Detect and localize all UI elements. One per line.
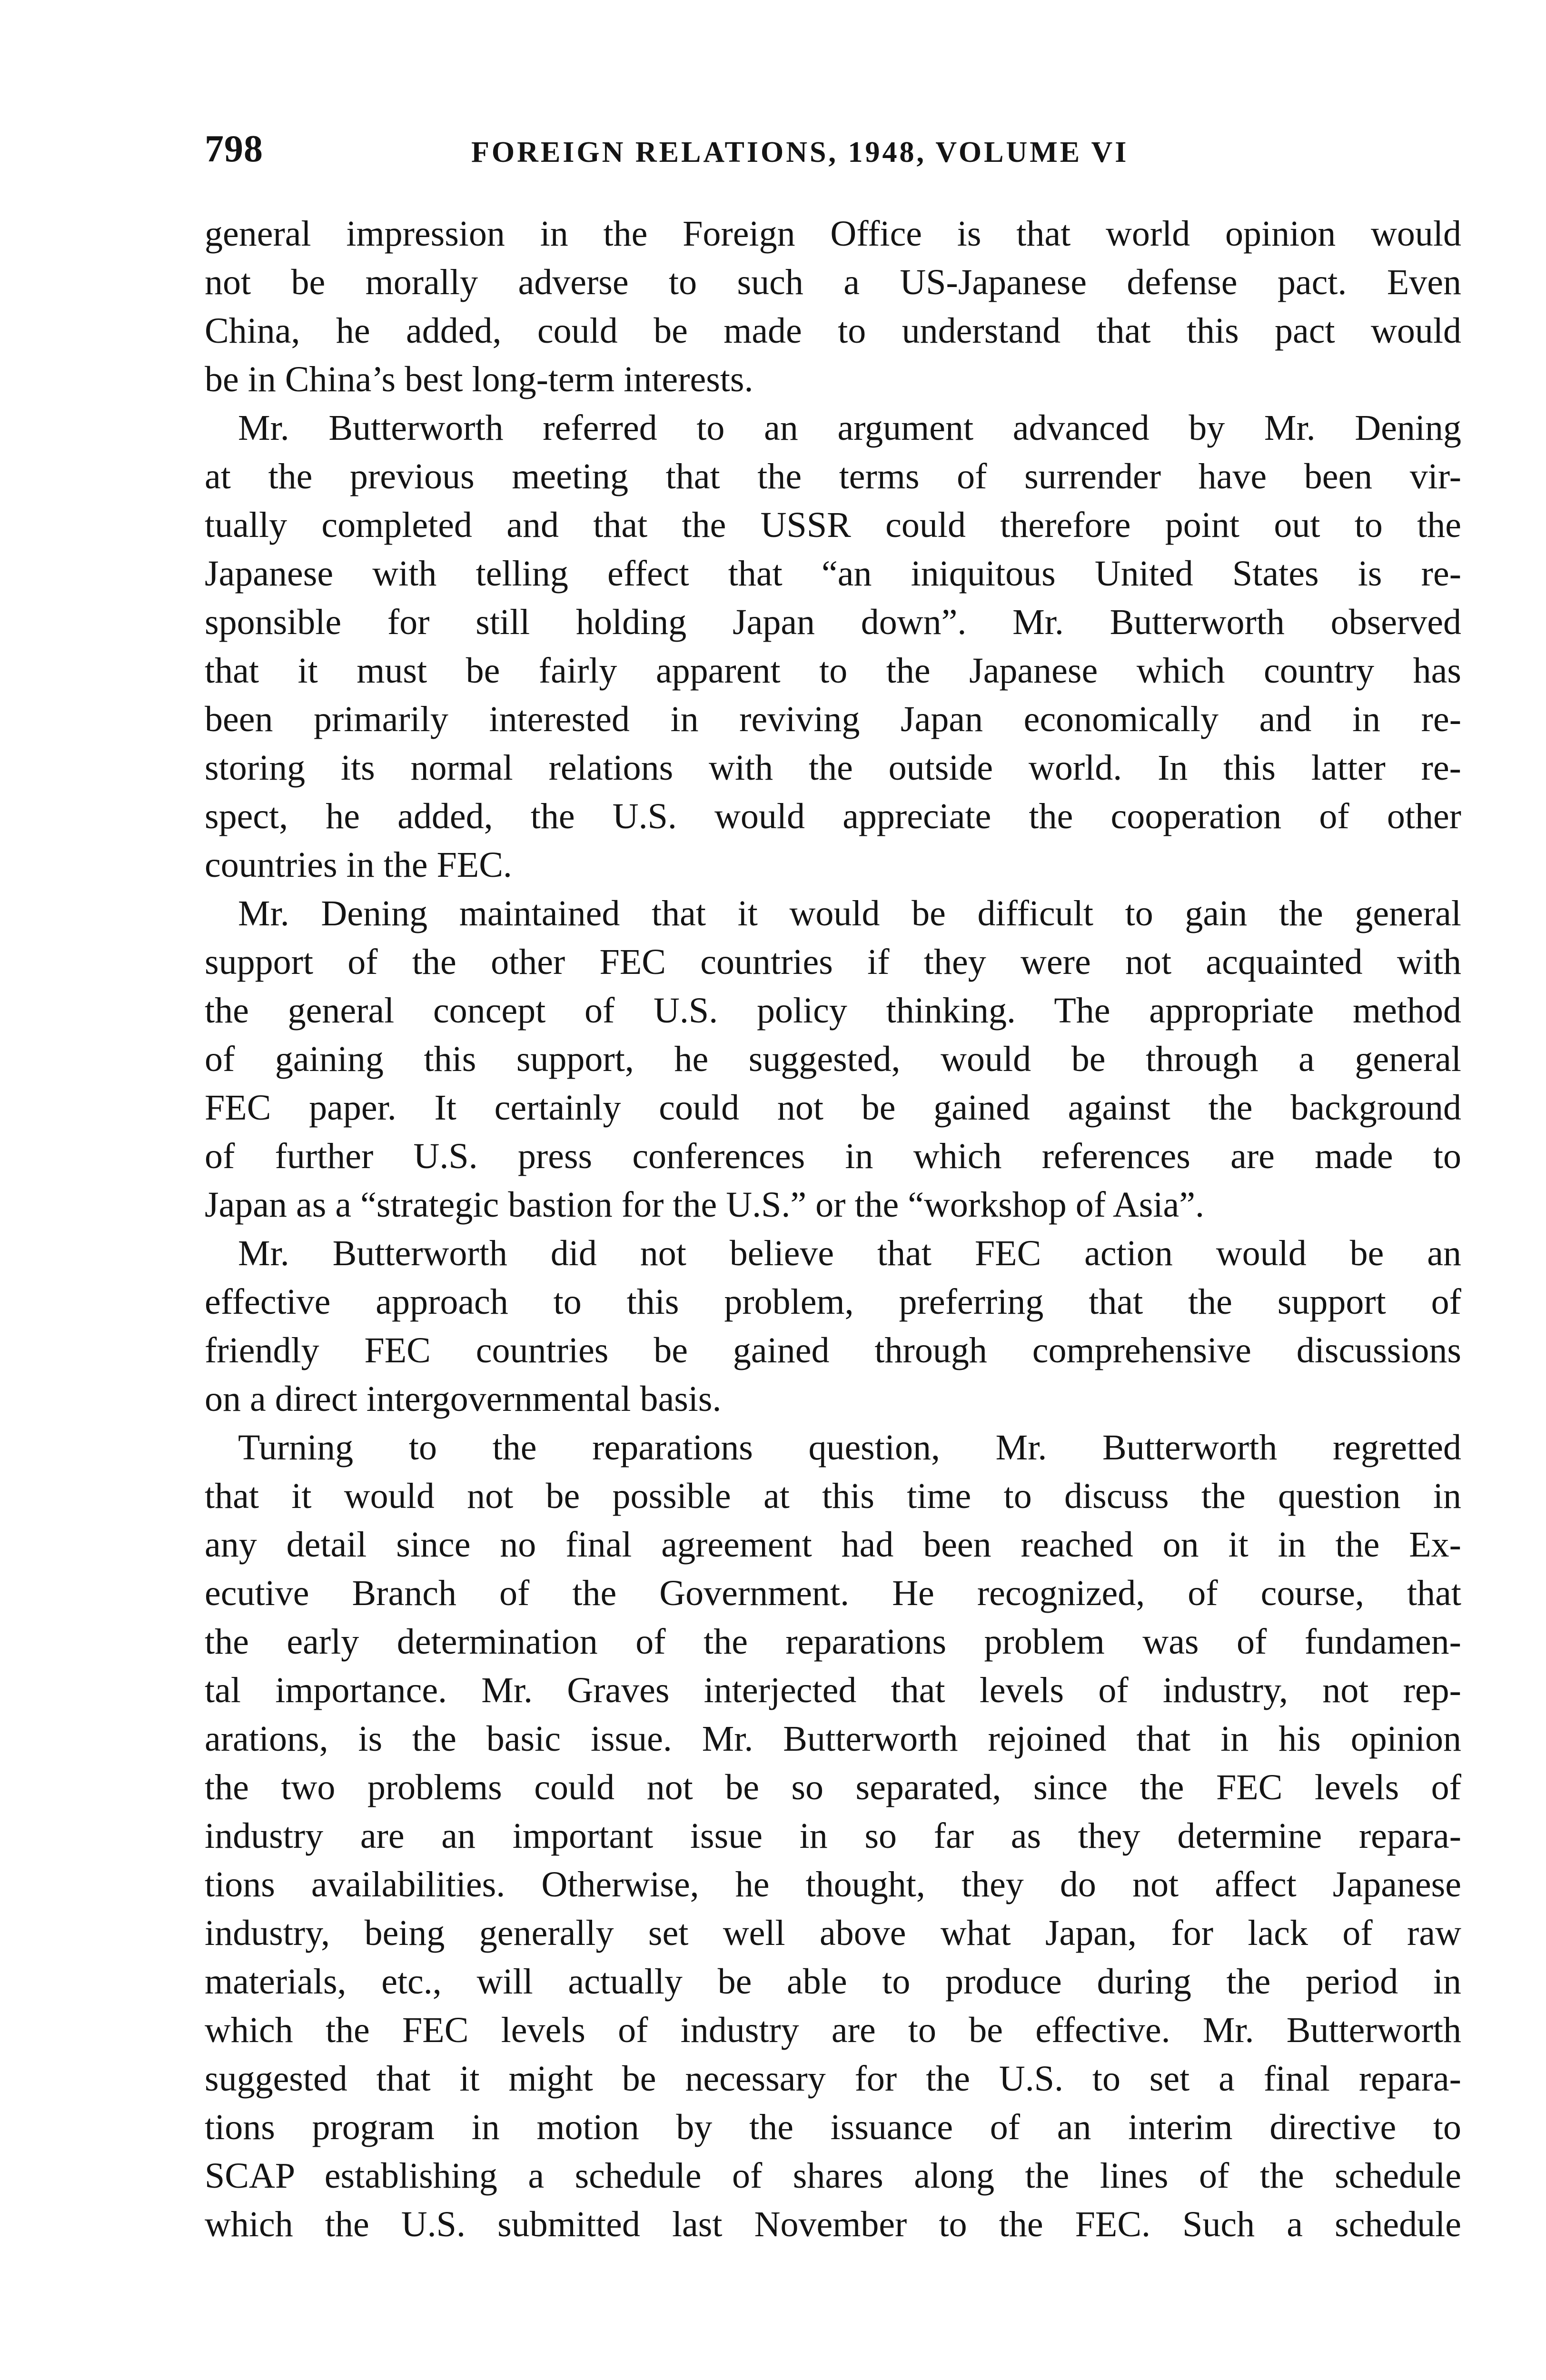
text-line: Mr. Butterworth referred to an argument advanced by Mr. Dening xyxy=(238,408,1461,448)
text-line: be in China’s best long-term interests. xyxy=(205,359,753,399)
body-text xyxy=(205,209,1461,2249)
text-line: any detail since no final agreement had been reached on it in the Ex- xyxy=(205,1525,1461,1565)
text-line: sponsible for still holding Japan down”. Mr. Butterworth observed xyxy=(205,602,1461,642)
text-line: SCAP establishing a schedule of shares along the lines of the schedule xyxy=(205,2156,1461,2196)
text-line: spect, he added, the U.S. would appreciate the cooperation of other xyxy=(205,796,1461,836)
text-line: tions availabilities. Otherwise, he thought, they do not affect Japanese xyxy=(205,1864,1461,1904)
text-line: tal importance. Mr. Graves interjected that levels of industry, not rep- xyxy=(205,1670,1461,1710)
text-line: that it must be fairly apparent to the Japanese which country has xyxy=(205,651,1461,691)
text-line: FEC paper. It certainly could not be gained against the background xyxy=(205,1088,1461,1128)
text-line: which the U.S. submitted last November to the FEC. Such a schedule xyxy=(205,2204,1461,2244)
text-line: industry, being generally set well above what Japan, for lack of raw xyxy=(205,1913,1461,1953)
text-line: tually completed and that the USSR could therefore point out to the xyxy=(205,505,1461,545)
text-line: friendly FEC countries be gained through comprehensive discussions xyxy=(205,1330,1461,1370)
text-line: ecutive Branch of the Government. He recognized, of course, that xyxy=(205,1573,1461,1613)
text-line: on a direct intergovernmental basis. xyxy=(205,1379,722,1419)
text-line: of gaining this support, he suggested, would be through a general xyxy=(205,1039,1461,1079)
text-line: the two problems could not be so separated, since the FEC levels of xyxy=(205,1767,1461,1807)
text-line: support of the other FEC countries if they were not acquainted with xyxy=(205,942,1461,982)
text-line: suggested that it might be necessary for the U.S. to set a final repara- xyxy=(205,2059,1461,2099)
page-number: 798 xyxy=(205,128,263,170)
text-line: been primarily interested in reviving Japan economically and in re- xyxy=(205,699,1461,739)
text-line: which the FEC levels of industry are to be effective. Mr. Butterworth xyxy=(205,2010,1461,2050)
text-line: materials, etc., will actually be able to produce during the period in xyxy=(205,1962,1461,2002)
text-line: the early determination of the reparations problem was of fundamen- xyxy=(205,1622,1461,1662)
text-line: Mr. Dening maintained that it would be difficult to gain the general xyxy=(238,893,1461,933)
text-line: Japan as a “strategic bastion for the U.S.” or the “workshop of Asia”. xyxy=(205,1185,1204,1225)
text-line: arations, is the basic issue. Mr. Butterworth rejoined that in his opinion xyxy=(205,1719,1461,1759)
text-line: that it would not be possible at this time to discuss the question in xyxy=(205,1476,1461,1516)
text-line: Mr. Butterworth did not believe that FEC action would be an xyxy=(238,1233,1461,1273)
text-line: not be morally adverse to such a US-Japanese defense pact. Even xyxy=(205,262,1461,302)
text-line: China, he added, could be made to understand that this pact would xyxy=(205,311,1461,351)
text-line: industry are an important issue in so far as they determine repara- xyxy=(205,1816,1461,1856)
text-line: Japanese with telling effect that “an iniquitous United States is re- xyxy=(205,554,1461,594)
page-header xyxy=(205,123,1461,180)
text-line: at the previous meeting that the terms of surrender have been vir- xyxy=(205,456,1461,496)
text-line: the general concept of U.S. policy thinking. The appropriate method xyxy=(205,991,1461,1031)
running-head: FOREIGN RELATIONS, 1948, VOLUME VI xyxy=(471,136,1129,169)
text-line: Turning to the reparations question, Mr. Butterworth regretted xyxy=(238,1428,1461,1468)
text-line: general impression in the Foreign Office is that world opinion would xyxy=(205,214,1461,254)
text-line: tions program in motion by the issuance of an interim directive to xyxy=(205,2107,1461,2147)
text-line: of further U.S. press conferences in which references are made to xyxy=(205,1136,1461,1176)
text-line: countries in the FEC. xyxy=(205,845,512,885)
text-line: storing its normal relations with the outside world. In this latter re- xyxy=(205,748,1461,788)
text-line: effective approach to this problem, preferring that the support of xyxy=(205,1282,1461,1322)
